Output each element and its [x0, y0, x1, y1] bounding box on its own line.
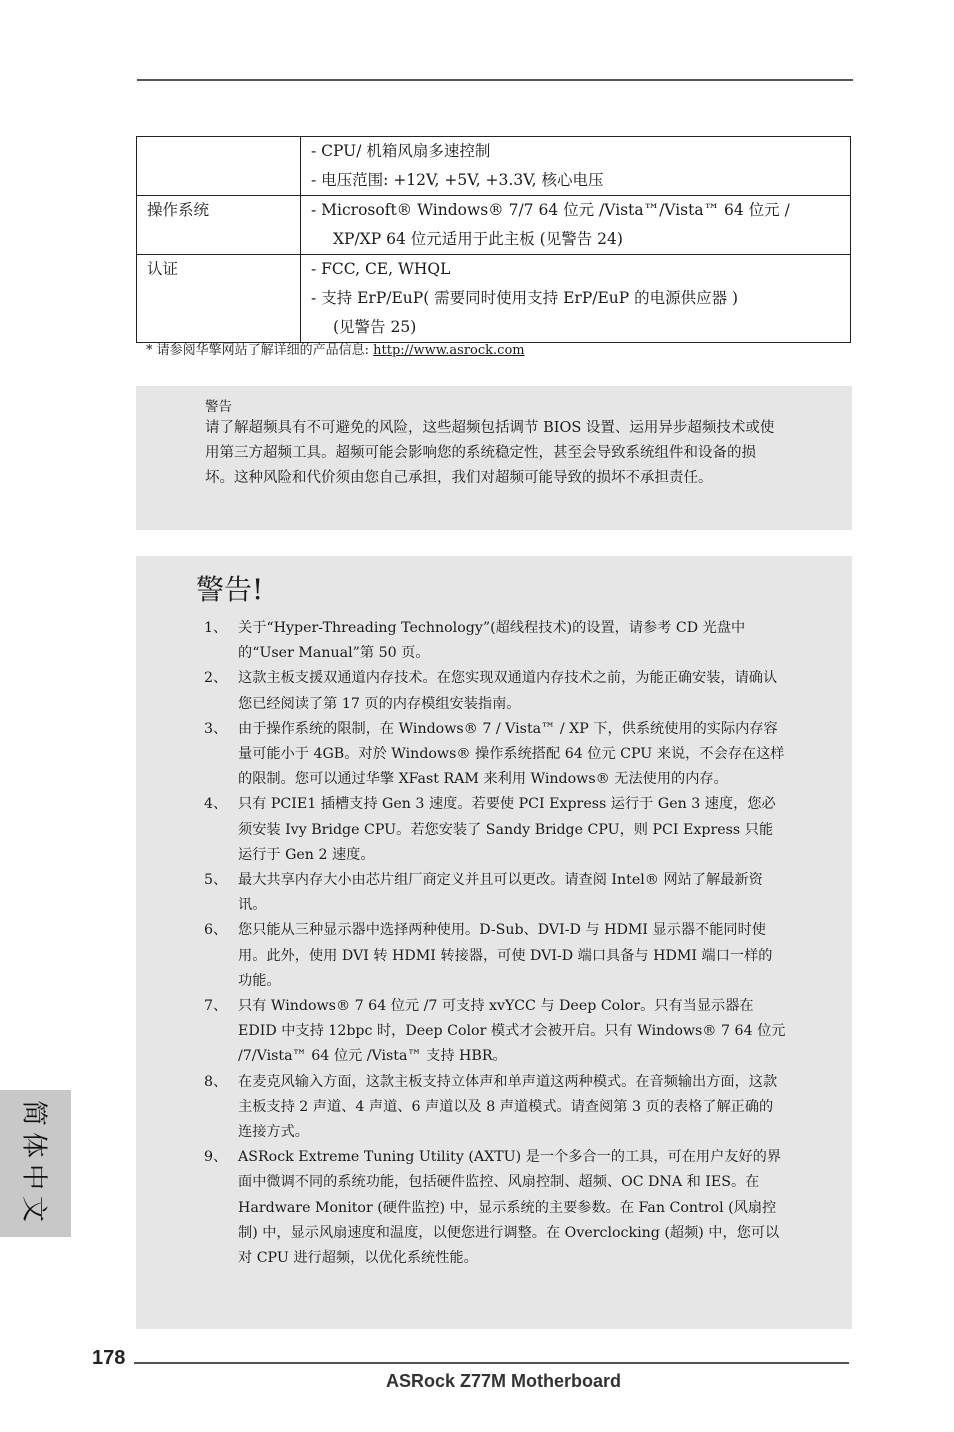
item-text: ASRock Extreme Tuning Utility (AXTU) 是一个多合一的工具，可在用户友好的界面中微调不同的系统功能，包括硬件监控、风扇控制、超频、OC DNA 和 IES。在 Hardware Monitor (硬件监控) 中，显示系统的主要参数。在 Fan Control (风扇控制) 中，显示风扇速度和温度，以便您进行调整。在 Overclocking (超频) 中，您可以对 CPU 进行超频，以优化系统性能。 [238, 1149, 782, 1267]
list-item [204, 994, 786, 1070]
product-name: ASRock Z77M Motherboard [385, 1371, 622, 1391]
asrock-website-link[interactable]: http://www.asrock.com [373, 343, 525, 358]
spec-label: 操作系统 [137, 196, 301, 255]
warning-list [204, 616, 786, 1271]
list-item [204, 1070, 786, 1146]
top-rule [137, 79, 853, 81]
item-text: 在麦克风输入方面，这款主板支持立体声和单声道这两种模式。在音频输出方面，这款主板支持 2 声道、4 声道、6 声道以及 8 声道模式。请查阅第 3 页的表格了解正确的连接方式。 [238, 1073, 778, 1141]
item-number: 9、 [204, 1149, 228, 1166]
item-number: 7、 [204, 998, 228, 1015]
spec-line: - 支持 ErP/EuP( 需要同时使用支持 ErP/EuP 的电源供应器 ) [311, 289, 739, 307]
footnote-text: * 请参阅华擎网站了解详细的产品信息: [146, 343, 370, 358]
item-text: 您只能从三种显示器中选择两种使用。D-Sub、DVI-D 与 HDMI 显示器不能同时使用。此外，使用 DVI 转 HDMI 转接器，可使 DVI-D 端口具备与 HDMI 端口一样的功能。 [238, 922, 773, 989]
table-row [137, 255, 851, 343]
item-text: 只有 PCIE1 插槽支持 Gen 3 速度。若要使 PCI Express 运行于 Gen 3 速度，您必须安装 Ivy Bridge CPU。若您安装了 Sandy Bridge CPU，则 PCI Express 只能运行于 Gen 2 速度。 [238, 796, 776, 863]
spec-label: 认证 [137, 255, 301, 343]
item-number: 1、 [204, 620, 228, 636]
item-number: 5、 [204, 872, 228, 889]
list-item [204, 792, 786, 868]
caution-title: 警告 [205, 399, 232, 415]
spec-line: - 电压范围: +12V, +5V, +3.3V, 核心电压 [311, 171, 604, 189]
item-text: 关于“Hyper-Threading Technology”(超线程技术)的设置，请参考 CD 光盘中的“User Manual”第 50 页。 [238, 620, 746, 662]
item-number: 8、 [204, 1073, 228, 1090]
item-number: 2、 [204, 670, 228, 687]
table-row [137, 137, 851, 196]
language-side-tab [0, 1090, 71, 1237]
spec-line: XP/XP 64 位元适用于此主板 (见警告 24) [333, 230, 623, 248]
spec-label [137, 137, 301, 196]
caution-box [136, 386, 852, 530]
caution-body: 请了解超频具有不可避免的风险，这些超频包括调节 BIOS 设置、运用异步超频技术或使用第三方超频工具。超频可能会影响您的系统稳定性，甚至会导致系统组件和设备的损坏。这种风险和代价须由您自己承担，我们对超频可能导致的损坏不承担责任。 [205, 420, 775, 486]
warning-box [136, 556, 852, 1329]
list-item [204, 666, 786, 716]
item-number: 4、 [204, 796, 228, 813]
footnote [146, 339, 525, 358]
spec-table [136, 136, 851, 343]
item-text: 只有 Windows® 7 64 位元 /7 可支持 xvYCC 与 Deep Color。只有当显示器在 EDID 中支持 12bpc 时，Deep Color 模式才会被开启。只有 Windows® 7 64 位元 /7/Vista™ 64 位元 /Vista™ 支持 HBR。 [238, 998, 786, 1065]
spec-line: - CPU/ 机箱风扇多速控制 [311, 142, 491, 160]
table-row [137, 196, 851, 255]
list-item [204, 1145, 786, 1271]
warning-title: 警告! [196, 573, 264, 606]
spec-line: (见警告 25) [333, 318, 417, 336]
bottom-rule [134, 1362, 849, 1364]
spec-line: - Microsoft® Windows® 7/7 64 位元 /Vista™/Vista™ 64 位元 / [311, 201, 790, 219]
list-item [204, 918, 786, 994]
side-tab-label: 简体中文 [18, 1099, 48, 1228]
item-number: 6、 [204, 922, 228, 939]
list-item [204, 616, 786, 666]
spec-line: - FCC, CE, WHQL [311, 260, 451, 278]
item-text: 最大共享内存大小由芯片组厂商定义并且可以更改。请查阅 Intel® 网站了解最新资讯。 [238, 872, 763, 914]
spec-value [301, 255, 851, 343]
list-item [204, 868, 786, 918]
item-text: 这款主板支援双通道内存技术。在您实现双通道内存技术之前，为能正确安装，请确认您已经阅读了第 17 页的内存模组安装指南。 [238, 670, 778, 712]
item-text: 由于操作系统的限制，在 Windows® 7 / Vista™ / XP 下，供系统使用的实际内存容量可能小于 4GB。对於 Windows® 操作系统搭配 64 位元 CPU 来说，不会存在这样的限制。您可以通过华擎 XFast RAM 来利用 Windows® 无法使用的内存。 [238, 720, 785, 788]
spec-value [301, 137, 851, 196]
item-number: 3、 [204, 720, 228, 737]
page-number: 178 [92, 1347, 126, 1369]
list-item [204, 717, 786, 793]
spec-value [301, 196, 851, 255]
